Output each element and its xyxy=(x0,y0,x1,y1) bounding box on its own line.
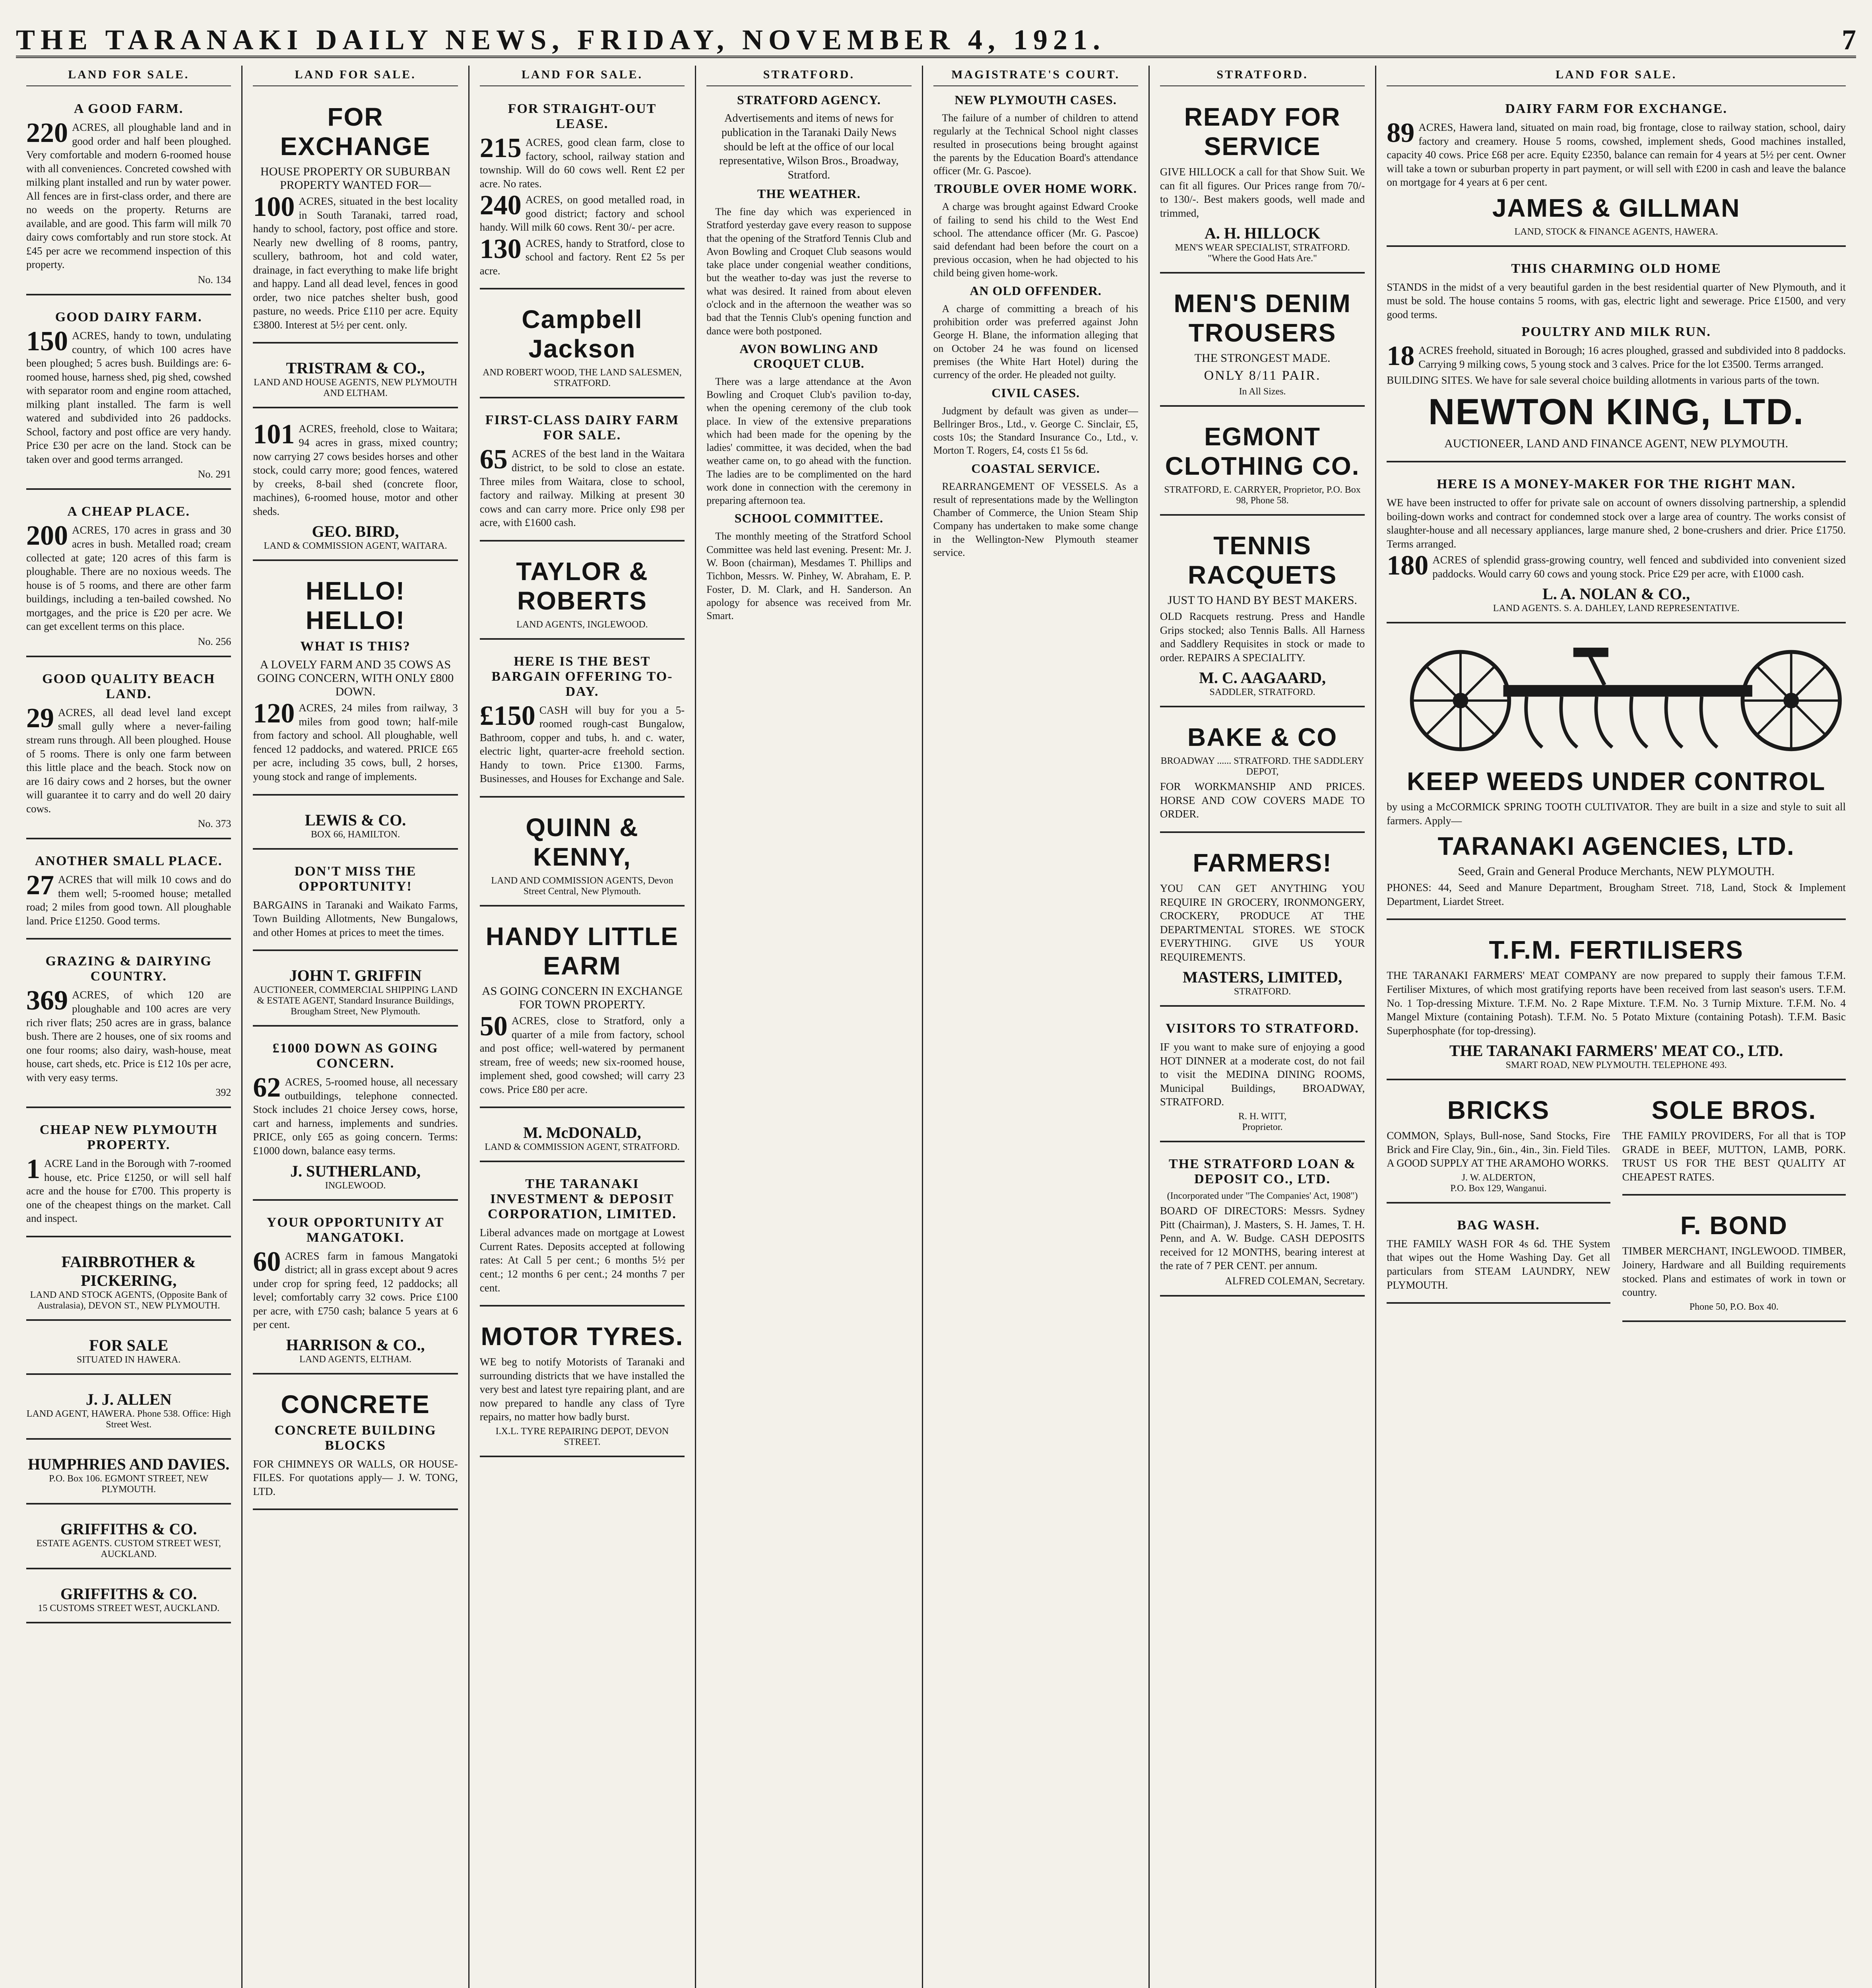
bottom-left xyxy=(1387,1086,1610,1327)
ad-sub: AS GOING CONCERN IN EXCHANGE FOR TOWN PROPERTY. xyxy=(481,984,683,1011)
ad-text: ACRES, freehold, close to Waitara; 94 acres in grass, mixed country; now carrying 27 cows besides horses and other stock, could carry more; good fences, watered by creeks, 8-bail shed (concrete floor, machines), 6-roomed house, motor and other sheds. xyxy=(253,423,458,517)
agent-line: LAND AGENTS, INGLEWOOD. xyxy=(516,619,648,630)
ad-number: 130 xyxy=(479,233,522,264)
ad-text: COMMON, Splays, Bull-nose, Sand Stocks, Fire Brick and Fire Clay, 9in., 6in., 4in., 3in. Field Tiles. A GOOD SUPPLY AT THE ARAMOHO WORKS. xyxy=(1387,1130,1610,1169)
ad-text: ACRE Land in the Borough with 7-roomed house, etc. Price £1250, or will sell half acre and the house for £700. This property is one of the cheapest things on the market. Call and inspect. xyxy=(26,1157,231,1225)
ad-number: 369 xyxy=(26,985,68,1016)
ad-number: £150 xyxy=(479,700,535,731)
ad-title: VISITORS TO STRATFORD. xyxy=(1166,1021,1359,1036)
ad-number: 60 xyxy=(253,1246,281,1277)
column-7 xyxy=(1376,66,1856,1988)
ad-sub: JUST TO HAND BY BEST MAKERS. xyxy=(1168,594,1357,607)
ad-title: DAIRY FARM FOR EXCHANGE. xyxy=(1505,101,1727,116)
ad-title: DON'T MISS THE OPPORTUNITY! xyxy=(294,864,417,894)
ad-headline: NEWTON KING, LTD. xyxy=(1428,392,1804,433)
agent-line: LAND AGENT, HAWERA. Phone 538. Office: High Street West. xyxy=(26,1408,231,1430)
agent-line: LAND AND HOUSE AGENTS, NEW PLYMOUTH AND ELTHAM. xyxy=(254,377,457,399)
story-text: The fine day which was experienced in Stratford yesterday gave every reason to suppose that the opening of the Stratford Tennis Club and Avon Bowling and Croquet Club seasons would take place under congenial weather conditions, but the weather to-day was just the reverse to what was desired. It rained from about eleven o'clock and in the afternoon the weather was so bad that the Tennis Club's opening function and dance were both postponed. xyxy=(706,206,912,337)
ad-number: 101 xyxy=(253,419,295,450)
agent-name: M. McDONALD, xyxy=(523,1124,641,1142)
ad-number: 1 xyxy=(26,1154,40,1185)
agent-name: MASTERS, LIMITED, xyxy=(1182,968,1342,986)
ad-headline: HELLO! HELLO! xyxy=(305,577,405,635)
ad-number: 150 xyxy=(26,326,68,357)
ad-number: 240 xyxy=(479,190,522,221)
ad-text: ACRES, situated in the best locality in South Taranaki, tarred road, handy to school, factory, post office and store. Nearly new dwelling of 8 rooms, pantry, scullery, bathroom, hot and cold water, drainage, in fact everything to make life bright and happy. Land all dead level, fences in good order, two nice patches shelter bush, good pasture, no weeds. Price £110 per acre. Equity £3800. Interest at 5½ per cent. only. xyxy=(253,195,458,331)
ad-headline: T.F.M. FERTILISERS xyxy=(1489,936,1744,965)
ad-title: CHEAP NEW PLYMOUTH PROPERTY. xyxy=(39,1122,218,1153)
ad-text: WE beg to notify Motorists of Taranaki and surrounding districts that we have installed the very best and latest tyre repairing plant, and are now prepared to handle any class of Tyre repairs, no matter how badly burst. xyxy=(479,1356,685,1423)
agent-name: GRIFFITHS & CO. xyxy=(60,1520,197,1538)
ad-text: ACRES, Hawera land, situated on main road, big frontage, close to railway station, school, dairy factory and creamery. House 5 rooms, cowshed, implement sheds, Good machines installed, capacity 40 cows. Price £68 per acre. Equity £2350, balance can remain for 4 years at 5½ per cent. Owner will take a town or suburban property in part payment, or will sell with £200 in cash and leave the balance on mortgage for 4 years at 6 per cent. xyxy=(1387,121,1846,188)
ad-text: ACRES, 24 miles from railway, 3 miles from good town; half-mile from factory and school. All ploughable, well fenced 12 paddocks, and watered. PRICE £65 per acre, including 35 cows, bull, 2 horses, young stock and range of implements. xyxy=(253,702,458,783)
column-header: STRATFORD. xyxy=(706,66,911,86)
ad-headline: F. BOND xyxy=(1680,1211,1788,1240)
section-lead: Advertisements and items of news for publication in the Taranaki Daily News should be left at the office of our local representative, Wilson Bros., Broadway, Stratford. xyxy=(719,112,899,182)
ad-number: 65 xyxy=(479,444,508,475)
ad-headline: FARMERS! xyxy=(1193,848,1332,878)
agent-line: BOX 66, HAMILTON. xyxy=(311,829,400,840)
ad-text: BUILDING SITES. We have for sale several choice building allotments in various parts of the town. xyxy=(1387,374,1820,386)
story-title: CIVIL CASES. xyxy=(991,385,1080,400)
ad-title: A CHEAP PLACE. xyxy=(67,504,190,519)
ad-headline: EGMONT CLOTHING CO. xyxy=(1165,422,1360,481)
agent-line: LAND AND COMMISSION AGENTS, Devon Street Central, New Plymouth. xyxy=(491,876,673,897)
ad-text: IF you want to make sure of enjoying a good HOT DINNER at a moderate cost, do not fail to visit the MEDINA DINING ROOMS, Municipal Buildings, BROADWAY, STRATFORD. xyxy=(1160,1041,1365,1108)
column-2 xyxy=(242,66,469,1988)
ad-title: YOUR OPPORTUNITY AT MANGATOKI. xyxy=(266,1215,444,1245)
story-title: TROUBLE OVER HOME WORK. xyxy=(934,181,1137,196)
story-title: AVON BOWLING AND CROQUET CLUB. xyxy=(739,341,879,371)
agent-name: M. C. AAGAARD, xyxy=(1199,669,1326,687)
section-title: NEW PLYMOUTH CASES. xyxy=(954,93,1117,107)
ad-title: FOR STRAIGHT-OUT LEASE. xyxy=(508,101,657,131)
ad-ref: No. 291 xyxy=(198,468,231,480)
ad-number: 200 xyxy=(26,520,68,551)
story-text: A charge of committing a breach of his prohibition order was preferred against John George H. Blane, the information alleging that on October 24 he was found on licensed premises (the White Hart Hotel) during the currency of the order. He pleaded not guilty. xyxy=(933,303,1138,381)
ad-text: ACRES, all dead level land except small gully where a never-failing stream runs through. All been ploughed. House of 5 rooms. There is only one farm between this little place and the beach. Stock now on are 16 dairy cows and 2 horses, but the owner will guarantee it to carry and do well 20 dairy cows. xyxy=(26,706,231,815)
story-text: There was a large attendance at the Avon Bowling and Croquet Club's pavilion to-day, when the opening ceremony of the club took place. In view of the extensive preparations which had been made for the opening by the ladies' committee, it was decided, when the bad weather came on, to go ahead with the function. The ladies are to be complimented on the hard work done in connection with the ceremony in preparing afternoon tea. xyxy=(706,375,912,507)
agent-line: SMART ROAD, NEW PLYMOUTH. TELEPHONE 493. xyxy=(1505,1060,1727,1071)
ad-title: HERE IS A MONEY-MAKER FOR THE RIGHT MAN. xyxy=(1437,477,1796,492)
ad-headline: BAKE & CO xyxy=(1187,723,1338,752)
ad-text: THE TARANAKI FARMERS' MEAT COMPANY are now prepared to supply their famous T.F.M. Fertiliser Mixtures, of which most gratifying reports have been received from last season's users. T.F.M. No. 1 Top-dressing Mixture. T.F.M. No. 2 Rape Mixture. T.F.M. No. 3 Turnip Mixture. T.F.M. No. 4 Mangel Mixture (containing Potash). T.F.M. No. 5 Potato Mixture (containing Potash). T.F.M. Basic Superphosphate (for top-dressing). xyxy=(1387,969,1846,1037)
story-text: REARRANGEMENT OF VESSELS. As a result of representations made by the Wellington Chamber of Commerce, the Union Steam Ship Company has undertaken to make some change in the Wellington-New Plymouth steamer service. xyxy=(933,480,1138,558)
story-text: A charge was brought against Edward Crooke of failing to send his child to the West End school. The attendance officer (Mr. G. Pascoe) said defendant had been before the court on a previous occasion, when he had objected to his child being given home-work. xyxy=(933,201,1138,279)
agent-line: P.O. Box 129, Wanganui. xyxy=(1450,1183,1547,1194)
agent-line: ESTATE AGENTS. CUSTOM STREET WEST, AUCKLAND. xyxy=(36,1538,221,1559)
column-header: MAGISTRATE'S COURT. xyxy=(933,66,1138,86)
ad-text: THE FAMILY PROVIDERS, For all that is TOP GRADE in BEEF, MUTTON, LAMB, PORK. TRUST US FOR THE BEST QUALITY AT CHEAPEST RATES. xyxy=(1622,1130,1846,1183)
agent-name: THE TARANAKI FARMERS' MEAT CO., LTD. xyxy=(1449,1042,1783,1060)
agent-line: LAND AGENTS, ELTHAM. xyxy=(299,1354,411,1365)
agent-name: TRISTRAM & CO., xyxy=(286,359,425,377)
agent-line: SITUATED IN HAWERA. xyxy=(77,1354,181,1365)
ad-title: THIS CHARMING OLD HOME xyxy=(1511,261,1721,276)
story-title: SCHOOL COMMITTEE. xyxy=(734,511,883,526)
ad-text: ACRES farm in famous Mangatoki district; all in grass except about 9 acres under crop for spring feed, 12 paddocks; all level; comfortably carry 32 cows. Price £100 per acre, with £750 cash; balance 5 years at 6 per cent. xyxy=(253,1250,458,1331)
agent-name: JOHN T. GRIFFIN xyxy=(289,967,422,985)
column-6 xyxy=(1150,66,1376,1988)
agent-line: AUCTIONEER, COMMERCIAL SHIPPING LAND & ESTATE AGENT, Standard Insurance Buildings, Brougham Street, New Plymouth. xyxy=(253,985,458,1017)
agent-line: In All Sizes. xyxy=(1239,386,1286,397)
agent-line: AUCTIONEER, LAND AND FINANCE AGENT, NEW PLYMOUTH. xyxy=(1444,437,1789,450)
agent-line: I.X.L. TYRE REPAIRING DEPOT, DEVON STREET. xyxy=(495,1426,669,1447)
ad-headline: HANDY LITTLE EARM xyxy=(485,922,679,980)
ad-headline: BRICKS xyxy=(1447,1096,1550,1125)
agent-line: LAND & COMMISSION AGENT, WAITARA. xyxy=(264,541,447,551)
agent-name: A. H. HILLOCK xyxy=(1204,224,1321,243)
agent-line: LAND AGENTS. S. A. DAHLEY, LAND REPRESENTATIVE. xyxy=(1493,603,1740,614)
ad-text: ACRES, handy to Stratford, close to school and factory. Rent £2 5s per acre. xyxy=(479,237,685,277)
bottom-ads xyxy=(1387,1086,1846,1327)
ad-headline: READY FOR SERVICE xyxy=(1184,103,1341,161)
story-title: COASTAL SERVICE. xyxy=(971,461,1100,476)
agent-name: HARRISON & CO., xyxy=(286,1336,425,1354)
agent-name: L. A. NOLAN & CO., xyxy=(1542,585,1690,603)
ad-headline: SOLE BROS. xyxy=(1651,1096,1817,1125)
ad-title: THE STRATFORD LOAN & DEPOSIT CO., LTD. xyxy=(1169,1157,1356,1187)
agent-line: LAND, STOCK & FINANCE AGENTS, HAWERA. xyxy=(1514,226,1718,237)
ad-text: ACRES of the best land in the Waitara district, to be sold to close an estate. Three miles from Waitara, close to school, factory and railway. Milking at present 30 cows and can carry more. Price only £98 per acre, with £1600 cash. xyxy=(479,448,685,529)
ad-sign: ALFRED COLEMAN, Secretary. xyxy=(1225,1275,1365,1287)
cultivator-icon xyxy=(1387,641,1846,760)
agent-name: FAIRBROTHER & PICKERING, xyxy=(61,1252,196,1289)
agent-line: STRATFORD, E. CARRYER, Proprietor, P.O. Box 98, Phone 58. xyxy=(1164,485,1361,506)
ad-title: WHAT IS THIS? xyxy=(300,639,411,654)
agent-name: R. H. WITT, xyxy=(1238,1111,1287,1122)
agent-line: Phone 50, P.O. Box 40. xyxy=(1689,1301,1779,1312)
ad-sub: HOUSE PROPERTY OR SUBURBAN PROPERTY WANTED FOR— xyxy=(260,165,451,192)
ad-title: £1000 DOWN AS GOING CONCERN. xyxy=(272,1041,438,1071)
agent-name: J. J. ALLEN xyxy=(85,1390,172,1408)
column-5 xyxy=(923,66,1150,1988)
agent-name: GRIFFITHS & CO. xyxy=(60,1584,197,1603)
ad-text: ACRES, 5-roomed house, all necessary outbuildings, telephone connected. Stock includes 21 choice Jersey cows, horse, cart and harness, implements and sundries. PRICE, only £65 as going concern. Terms: £1000 down, balance easy terms. xyxy=(253,1076,458,1157)
ad-title: THE TARANAKI INVESTMENT & DEPOSIT CORPORATION, LIMITED. xyxy=(487,1176,677,1222)
agent-line: STRATFORD. xyxy=(1234,986,1291,997)
agent-name: FOR SALE xyxy=(89,1336,169,1354)
agent-line: 15 CUSTOMS STREET WEST, AUCKLAND. xyxy=(38,1603,220,1613)
ad-headline: CONCRETE xyxy=(281,1390,430,1419)
ad-number: 180 xyxy=(1387,550,1429,581)
ad-text: GIVE HILLOCK a call for that Show Suit. We can fit all figures. Our Prices range from 70/- to 130/-. Best makers goods, well made and trimmed, xyxy=(1160,166,1365,219)
column-1 xyxy=(16,66,242,1988)
ad-sub: A LOVELY FARM AND 35 COWS AS GOING CONCERN, WITH ONLY £800 DOWN. xyxy=(257,658,454,699)
story-title: AN OLD OFFENDER. xyxy=(970,283,1102,298)
story-text: The monthly meeting of the Stratford School Committee was held last evening. Present: Mr. J. W. Boon (chairman), Mesdames T. Phillips and Tichbon, Messrs. W. Pinhey, W. Abraham, E. P. Foster, D. M. Clark, and H. Sanderson. An apology for absence was received from Mr. Smart. xyxy=(706,530,912,622)
ad-headline: KEEP WEEDS UNDER CONTROL xyxy=(1407,767,1826,796)
ad-text: BOARD OF DIRECTORS: Messrs. Sydney Pitt (Chairman), J. Masters, S. H. James, T. H. Penn, and A. W. Budge. CASH DEPOSITS received for 12 MONTHS, bearing interest at the rate of 7 PER CENT. per annum. xyxy=(1160,1205,1365,1272)
ad-title: BAG WASH. xyxy=(1457,1217,1540,1233)
ad-text: THE FAMILY WASH FOR 4s 6d. THE System that wipes out the Home Washing Day. Get all particulars from STEAM LAUNDRY, NEW PLYMOUTH. xyxy=(1387,1237,1610,1291)
ad-number: 50 xyxy=(479,1011,508,1042)
ad-number: 120 xyxy=(253,698,295,729)
column-header: LAND FOR SALE. xyxy=(26,66,231,86)
ad-text: PHONES: 44, Seed and Manure Department, Brougham Street. 718, Land, Stock & Implement Department, Liardet Street. xyxy=(1387,881,1846,907)
agent-line: INGLEWOOD. xyxy=(325,1180,386,1191)
column-header: LAND FOR SALE. xyxy=(253,66,458,86)
masthead-title: THE TARANAKI DAILY NEWS, FRIDAY, NOVEMBER 4, 1921. xyxy=(16,23,1106,56)
ad-ref: No. 256 xyxy=(198,635,231,647)
ad-headline: FOR EXCHANGE xyxy=(280,103,431,161)
ad-title: GRAZING & DAIRYING COUNTRY. xyxy=(45,954,212,984)
ad-number: 27 xyxy=(26,870,54,901)
ad-title: GOOD DAIRY FARM. xyxy=(55,310,202,325)
section-title: STRATFORD AGENCY. xyxy=(737,93,881,107)
masthead xyxy=(16,24,1856,58)
ad-sub: THE STRONGEST MADE. xyxy=(1194,351,1331,365)
ad-text: ACRES, on good metalled road, in good district; factory and school handy. Will milk 60 cows. Rent 30/- per acre. xyxy=(479,194,685,233)
columns xyxy=(16,66,1856,1988)
agent-line: AND ROBERT WOOD, THE LAND SALESMEN, STRATFORD. xyxy=(483,367,682,389)
ad-text: CASH will buy for you a 5-roomed rough-cast Bungalow, Bathroom, copper and tubs, h. and c. water, electric light, quarter-acre freehold section. Handy to town. Price £1300. Farms, Businesses, and Houses for Exchange and Sale. xyxy=(479,704,685,785)
ad-text: WE have been instructed to offer for private sale on account of owners dissolving partnership, a splendid boiling-down works and contract for condemned stock over a large area of country. The works consist of slaughter-house and all necessary appliances, large manure shed, 2 bone-crushers and drier. Price £1750. Terms arranged. xyxy=(1387,497,1846,550)
ad-ref: No. 373 xyxy=(198,818,231,830)
ad-headline: JAMES & GILLMAN xyxy=(1492,193,1740,222)
ad-number: 89 xyxy=(1387,118,1415,148)
ad-text: YOU CAN GET ANYTHING YOU REQUIRE IN GROCERY, IRONMONGERY, CROCKERY, PRODUCE AT THE DEPARTMENTAL STORES. WE STOCK EVERYTHING. GIVE US YOUR REQUIREMENTS. xyxy=(1160,882,1365,963)
ad-text: FOR CHIMNEYS OR WALLS, OR HOUSE-FILES. For quotations apply— J. W. TONG, LTD. xyxy=(253,1458,458,1497)
agent-line: Seed, Grain and General Produce Merchants, NEW PLYMOUTH. xyxy=(1458,865,1775,878)
ad-title: POULTRY AND MILK RUN. xyxy=(1521,324,1711,340)
story-title: THE WEATHER. xyxy=(757,186,861,201)
page-number: 7 xyxy=(1842,23,1856,56)
story-text: The failure of a number of children to attend regularly at the Technical School night classes resulted in prosecutions being brought against the parents by the Education Board's attendance officer (Mr. G. Pascoe). xyxy=(933,112,1138,177)
agent-line: (Incorporated under "The Companies' Act, 1908") xyxy=(1167,1191,1358,1202)
agent-name: LEWIS & CO. xyxy=(305,811,406,829)
cultivator-illustration xyxy=(1387,641,1846,760)
ad-title: A GOOD FARM. xyxy=(74,101,184,116)
story-text: Judgment by default was given as under— Bellringer Bros., Ltd., v. George C. Sinclair, £5, costs 10s; the Standard Insurance Co., Ltd., v. Morton T. Rogers, £4, costs £1 5s 6d. xyxy=(933,405,1138,456)
agent-line: MEN'S WEAR SPECIALIST, STRATFORD. "Where the Good Hats Are." xyxy=(1175,243,1350,264)
ad-text: ACRES, close to Stratford, only a quarter of a mile from factory, school and post office; well-watered by permanent stream, free of weeds; new six-roomed house, implement shed, good cowshed; will carry 23 cows. Price £80 per acre. xyxy=(479,1015,685,1095)
ad-text: BARGAINS in Taranaki and Waikato Farms, Town Building Allotments, New Bungalows, and other Homes at prices to meet the times. xyxy=(253,899,458,938)
ad-number: 215 xyxy=(479,133,522,163)
ad-headline: MEN'S DENIM TROUSERS xyxy=(1174,289,1351,348)
price-line: ONLY 8/11 PAIR. xyxy=(1204,368,1321,383)
column-4 xyxy=(696,66,923,1988)
ad-text: ACRES, of which 120 are ploughable and 100 acres are very rich river flats; 250 acres are in grass, balance bush. There are 2 houses, one of six rooms and one four rooms; also dairy, wash-house, meat house, cart sheds, etc. Price is £12 10s per acre, with very easy terms. xyxy=(26,989,231,1083)
ad-number: 220 xyxy=(26,118,68,148)
column-header: LAND FOR SALE. xyxy=(1387,66,1846,86)
ad-title: ANOTHER SMALL PLACE. xyxy=(35,854,223,869)
column-3 xyxy=(469,66,696,1988)
ad-headline: TAYLOR & ROBERTS xyxy=(516,557,648,615)
ad-text: ACRES that will milk 10 cows and do them well; 5-roomed house; metalled road; 2 miles from good town. All ploughable land. Price £1250. Good terms. xyxy=(26,874,231,927)
agent-line: SADDLER, STRATFORD. xyxy=(1209,687,1315,698)
ad-text: by using a McCORMICK SPRING TOOTH CULTIVATOR. They are built in a size and style to suit all farmers. Apply— xyxy=(1387,801,1846,827)
ad-text: ACRES, all ploughable land and in good order and half been ploughed. Very comfortable and modern 6-roomed house with all conveniences. Concreted cowshed with milking plant installed and run by water power. All fences are in first-class order, and there are no weeds on the property. Returns are available, and are good. This farm will milk 70 dairy cows comfortably and run store stock. At £45 per acre we recommend inspection of this property. xyxy=(26,121,231,271)
agent-line: Proprietor. xyxy=(1242,1122,1283,1133)
ad-text: OLD Racquets restrung. Press and Handle Grips stocked; also Tennis Balls. All Harness and Saddlery Requisites in stock or made to order. REPAIRS A SPECIALITY. xyxy=(1160,610,1365,664)
ad-number: 18 xyxy=(1387,341,1415,372)
column-header: STRATFORD. xyxy=(1160,66,1365,86)
column-header: LAND FOR SALE. xyxy=(480,66,685,86)
ad-title: CONCRETE BUILDING BLOCKS xyxy=(274,1423,436,1453)
agent-line: LAND AND STOCK AGENTS, (Opposite Bank of Australasia), DEVON ST., NEW PLYMOUTH. xyxy=(30,1289,227,1311)
agent-name: J. W. ALDERTON, xyxy=(1461,1172,1536,1183)
agent-name: GEO. BIRD, xyxy=(312,522,399,541)
bottom-right xyxy=(1622,1086,1846,1327)
ad-text: TIMBER MERCHANT, INGLEWOOD. TIMBER, Joinery, Hardware and all Building requirements stocked. Plans and estimates of work in town or country. xyxy=(1622,1245,1846,1299)
agent-line: P.O. Box 106. EGMONT STREET, NEW PLYMOUTH. xyxy=(49,1473,209,1495)
ad-number: 100 xyxy=(253,192,295,222)
ad-text: ACRES freehold, situated in Borough; 16 acres ploughed, grassed and subdivided into 8 paddocks. Carrying 9 milking cows, 5 young stock and 3 calves. Price for the lot £3500. Terms arranged. xyxy=(1418,344,1846,370)
agent-line: LAND & COMMISSION AGENT, STRATFORD. xyxy=(485,1142,680,1153)
agent-name: J. SUTHERLAND, xyxy=(290,1162,421,1180)
ad-text: ACRES, handy to town, undulating country, of which 100 acres have been ploughed; 5 acres bush. Buildings are: 6-roomed house, harness shed, pig shed, cowshed with separator room and engine room attached, milking plant installed. The farm is well watered and subdivided into 26 paddocks. School, factory and post office are very handy. Price £30 per acre on the land. Stock can be taken over and good terms arranged. xyxy=(26,330,231,465)
agent-line: BROADWAY ...... STRATFORD. THE SADDLERY DEPOT, xyxy=(1160,756,1364,777)
ad-text: ACRES of splendid grass-growing country, well fenced and subdivided into convenient sized paddocks. Would carry 60 cows and young stock. Price £29 per acre, with £1000 cash. xyxy=(1432,554,1846,580)
ad-ref: 392 xyxy=(215,1087,231,1099)
ad-headline: TARANAKI AGENCIES, LTD. xyxy=(1437,832,1795,861)
ad-ref: No. 134 xyxy=(198,274,231,286)
ad-headline: QUINN & KENNY, xyxy=(526,813,639,872)
ad-headline: MOTOR TYRES. xyxy=(481,1322,684,1351)
ad-title: HERE IS THE BEST BARGAIN OFFERING TO-DAY. xyxy=(491,654,673,699)
ad-text: Liberal advances made on mortgage at Lowest Current Rates. Deposits accepted at following rates: At Call 5 per cent.; 6 months 5½ per cent.; 12 months 6 per cent.; 24 months 7 per cent. xyxy=(479,1227,685,1294)
ad-title: FIRST-CLASS DAIRY FARM FOR SALE. xyxy=(485,413,679,443)
ad-number: 62 xyxy=(253,1072,281,1103)
ad-text: ACRES, 170 acres in grass and 30 acres in bush. Metalled road; cream collected at gate; 120 acres of this farm is ploughable. There are no noxious weeds. The house is of 5 rooms, and there are other farm buildings, including a ten-bailed cowshed. No mortgages, and the price is £20 per acre. We can get excellent terms on this place. xyxy=(26,524,231,633)
ad-headline: Campbell Jackson xyxy=(522,305,643,363)
ad-text: STANDS in the midst of a very beautiful garden in the best residential quarter of New Plymouth, and it must be sold. The house contains 5 rooms, with gas, electric light and sewerage. Price £1500, and very good terms. xyxy=(1387,281,1846,320)
ad-text: FOR WORKMANSHIP AND PRICES. HORSE AND COW COVERS MADE TO ORDER. xyxy=(1160,780,1365,820)
ad-number: 29 xyxy=(26,703,54,734)
ad-text: ACRES, good clean farm, close to factory, school, railway station and township. Will do 60 cows well. Rent £2 per acre. No rates. xyxy=(479,136,685,190)
ad-headline: TENNIS RACQUETS xyxy=(1188,531,1337,590)
agent-name: HUMPHRIES AND DAVIES. xyxy=(28,1455,230,1473)
ad-title: GOOD QUALITY BEACH LAND. xyxy=(42,671,215,701)
